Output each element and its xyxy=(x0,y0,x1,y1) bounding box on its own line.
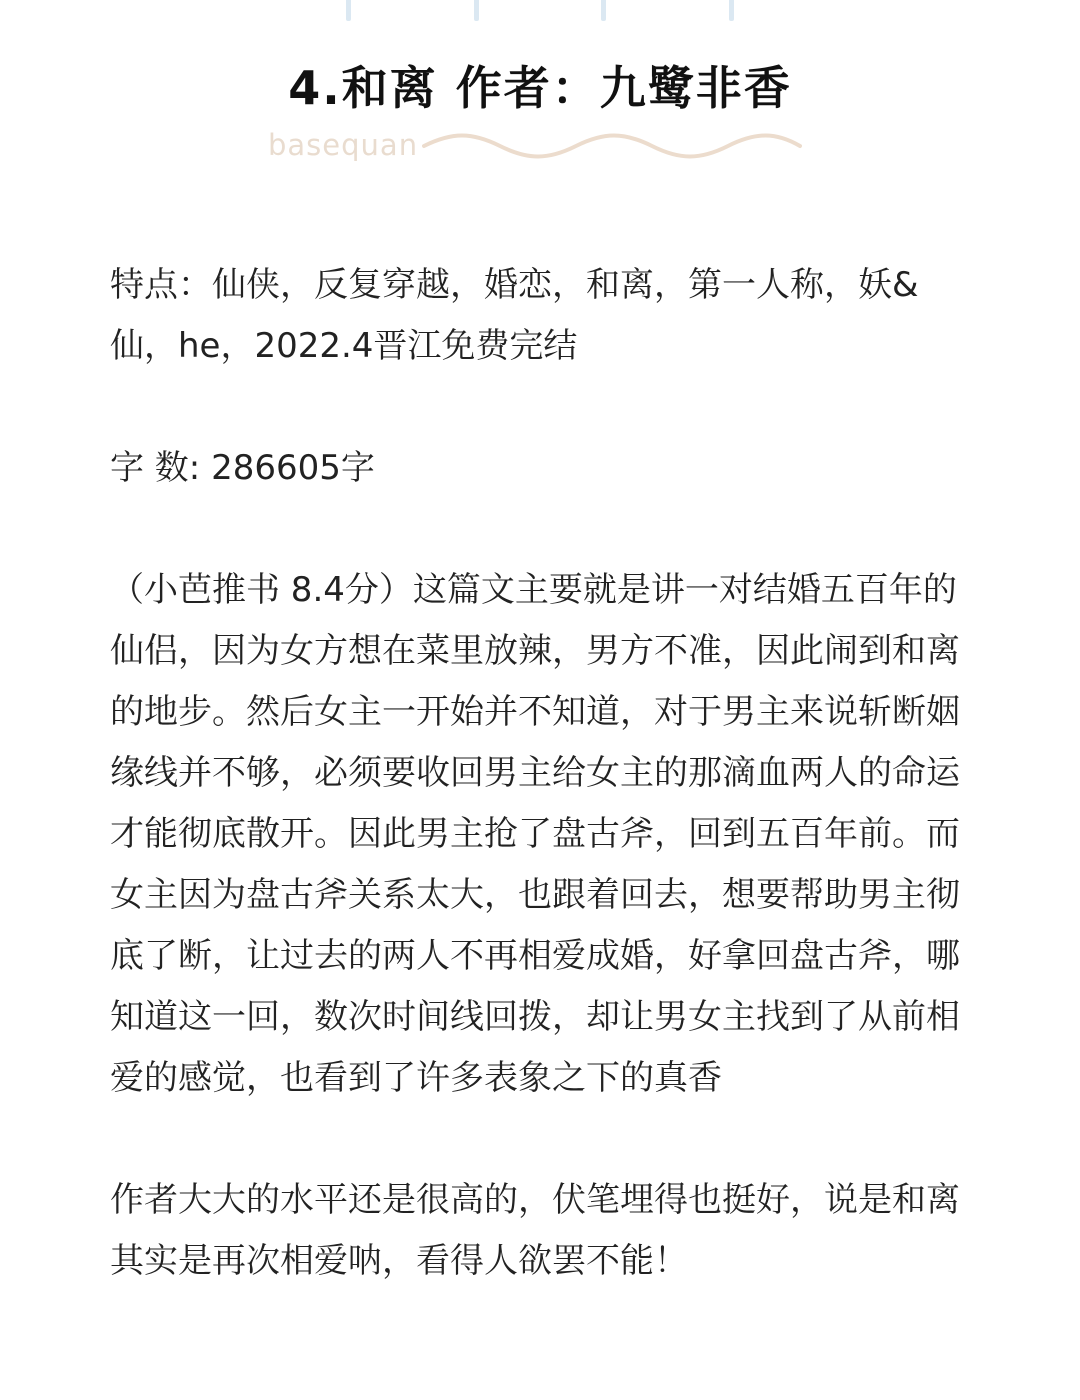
top-tick xyxy=(601,0,606,21)
page-title: 4.和离 作者：九鹭非香 xyxy=(288,61,792,115)
watermark-text: basequan xyxy=(268,128,419,162)
top-tick xyxy=(346,0,351,21)
review-paragraph: 作者大大的水平还是很高的，伏笔埋得也挺好，说是和离其实是再次相爱呐，看得人欲罢不能！ xyxy=(110,1180,960,1281)
top-tick xyxy=(474,0,479,21)
summary-paragraph: （小芭推书 8.4分）这篇文主要就是讲一对结婚五百年的仙侣，因为女方想在菜里放辣，男方不准，因此闹到和离的地步。然后女主一开始并不知道，对于男主来说斩断姻缘线并不够，必须要收回男主给女主的那滴血两人的命运才能彻底散开。因此男主抢了盘古斧，回到五百年前。而女主因为盘古斧关系太大，也跟着回去，想要帮助男主彻底了断，让过去的两人不再相爱成婚，好拿回盘古斧，哪知道这一回，数次时间线回拨，却让男女主找到了从前相爱的感觉，也看到了许多表象之下的真香 xyxy=(110,570,960,1098)
features-paragraph: 特点：仙侠，反复穿越，婚恋，和离，第一人称，妖&仙，he，2022.4晋江免费完结 xyxy=(110,265,919,366)
wave-decoration-icon xyxy=(422,130,802,170)
top-ticks xyxy=(0,0,1080,24)
article-body xyxy=(110,255,980,1292)
top-tick xyxy=(729,0,734,21)
word-count-paragraph: 字 数: 286605字 xyxy=(110,448,375,488)
brand-row xyxy=(0,124,1080,174)
